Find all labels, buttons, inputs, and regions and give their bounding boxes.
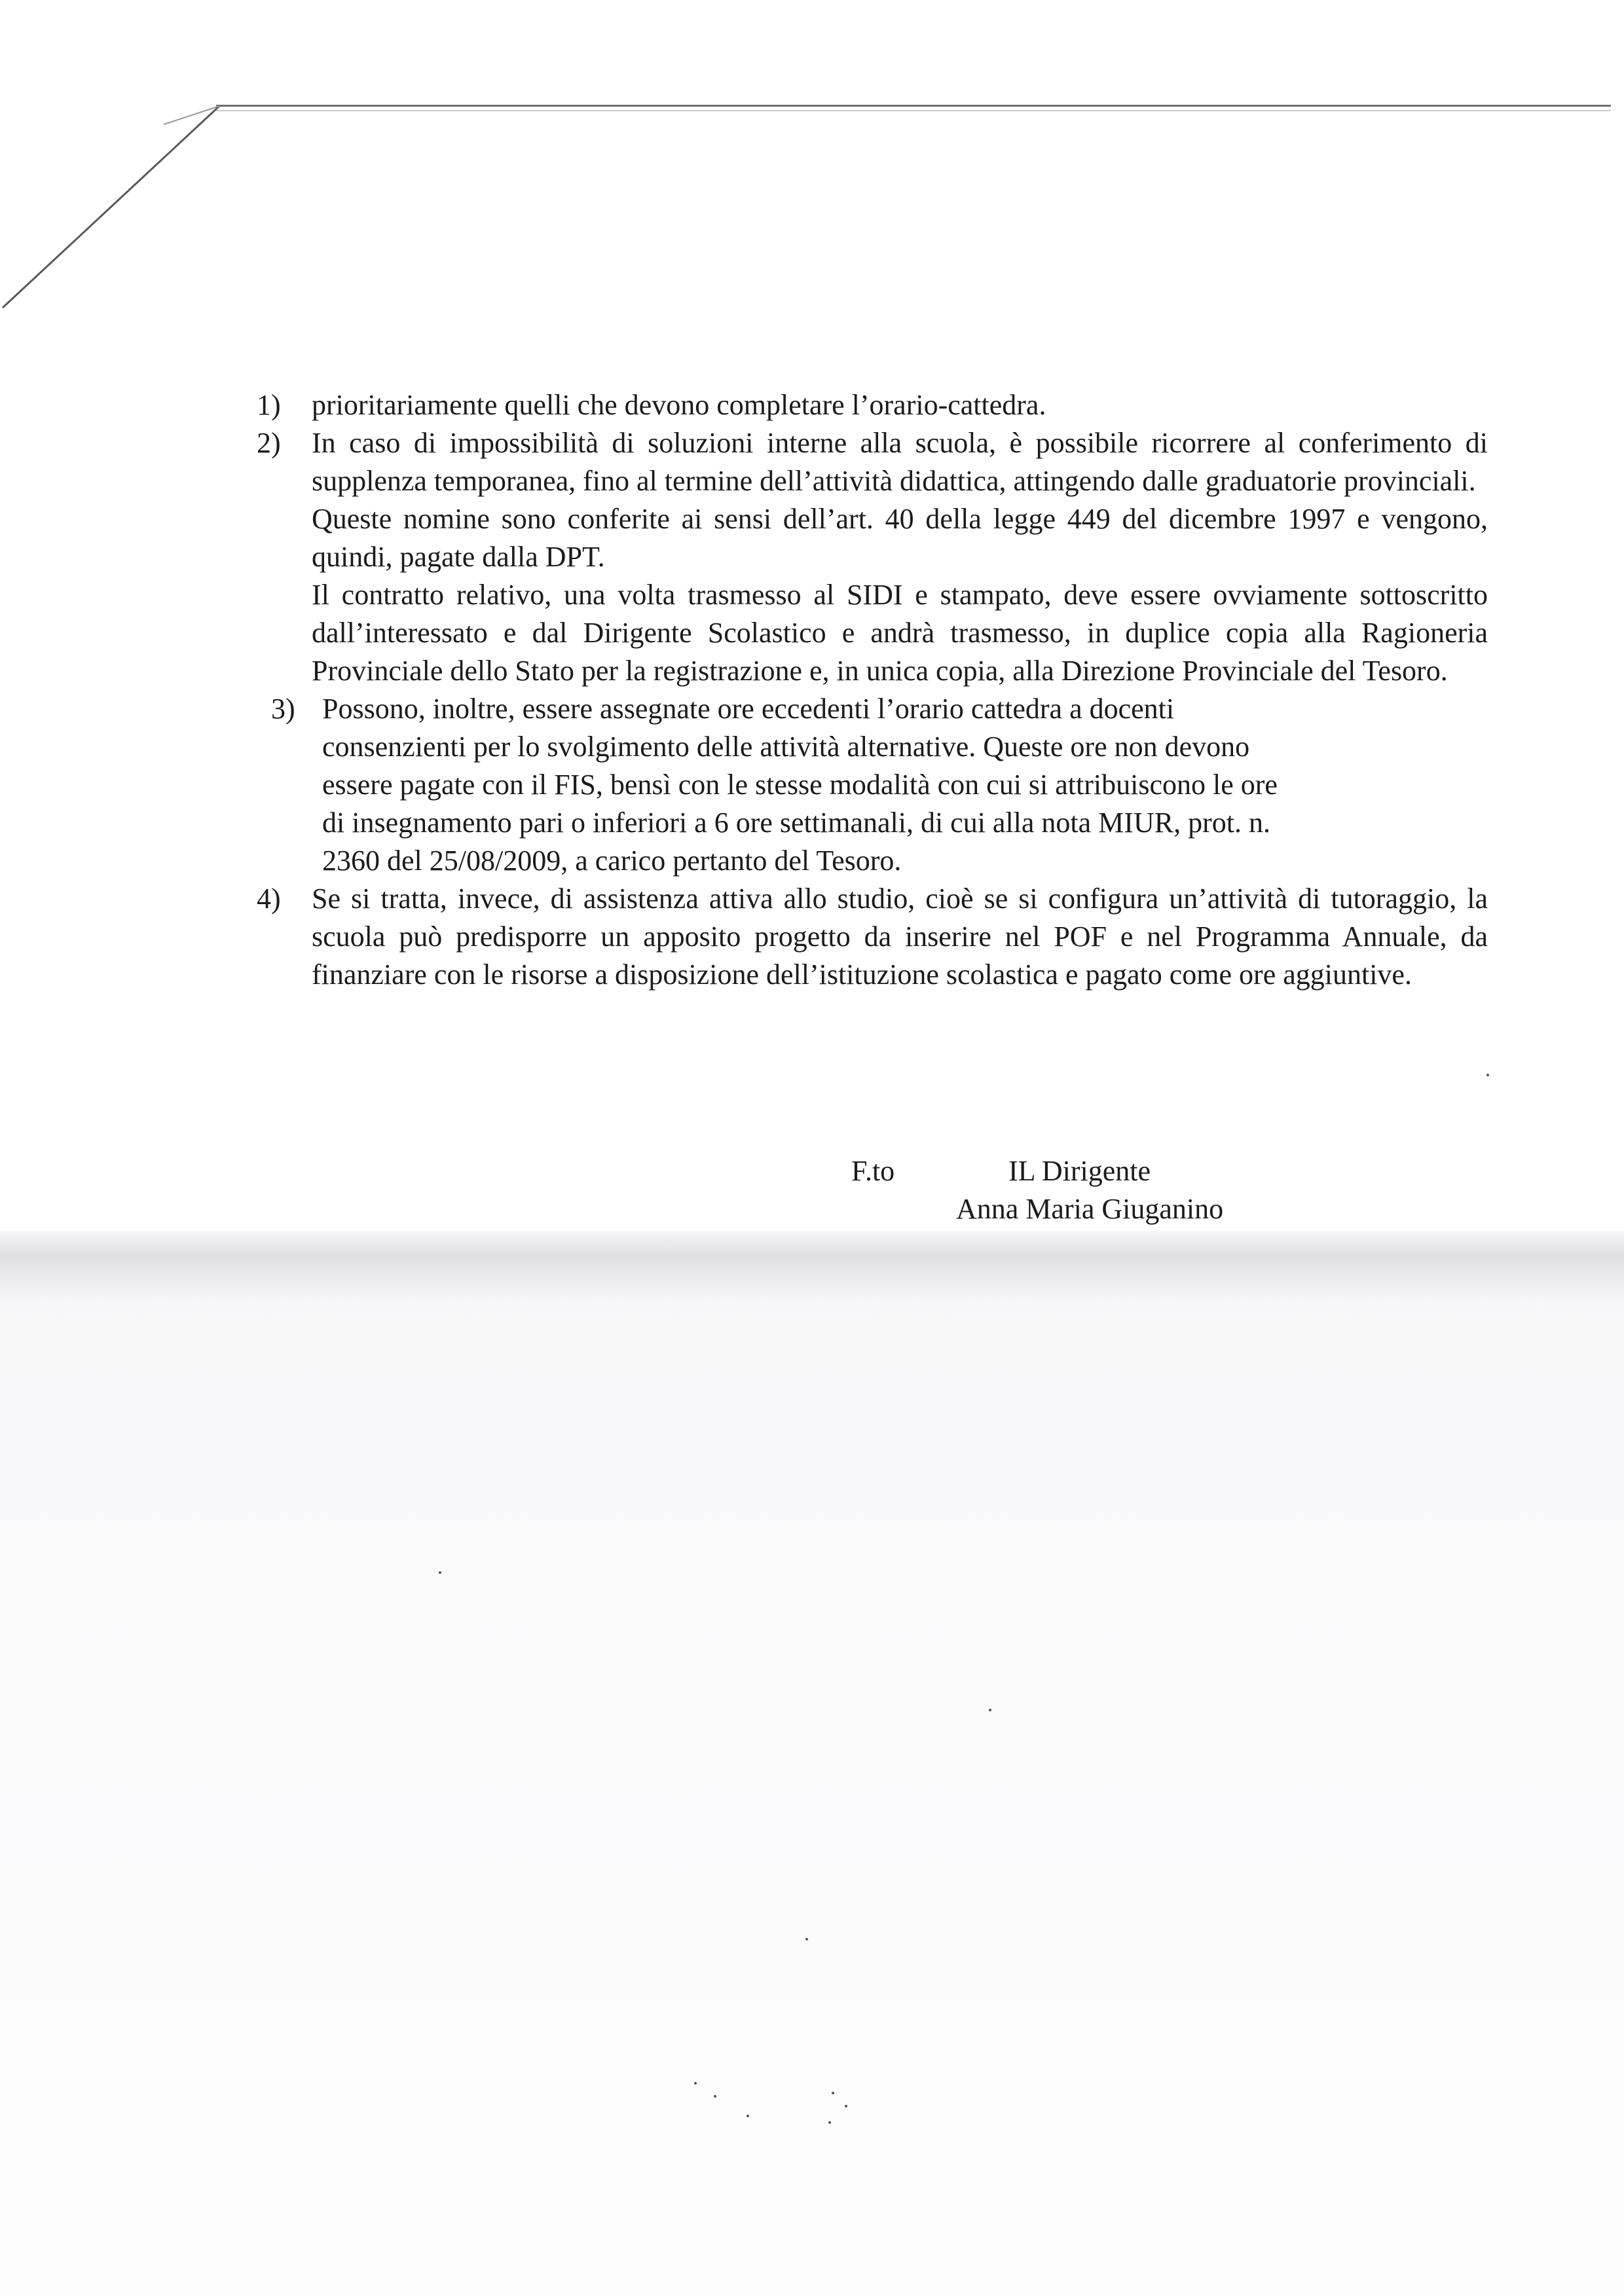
letter-body [257, 386, 1488, 994]
item-number: 3) [271, 693, 295, 725]
speck [805, 1938, 808, 1941]
speck [828, 2121, 831, 2124]
folded-corner-line [0, 98, 236, 412]
item-paragraph: Possono, inoltre, essere assegnate ore eccedenti l’orario cattedra a docenti consenzienti per lo svolgimento delle attività alternative. Queste ore non devono essere pagate con il FIS, bensì con le stesse modalità con cui si attribuiscono le ore di insegnamento pari o inferiori a 6 ore settimanali, di cui alla nota MIUR, prot. n. 2360 del 25/08/2009, a carico pertanto del Tesoro. [322, 693, 1278, 877]
signature-row [851, 1152, 1375, 1190]
speck [1486, 1074, 1489, 1076]
signature-title: IL Dirigente [1008, 1155, 1151, 1187]
item-number: 1) [257, 389, 281, 421]
item-paragraph: Queste nomine sono conferite ai sensi dell’art. 40 della legge 449 del dicembre 1997 e vengono, quindi, pagate dalla DPT. [312, 503, 1488, 573]
item-paragraph: Se si tratta, invece, di assistenza attiva allo studio, cioè se si configura un’attività di tutoraggio, la scuola può predisporre un apposito progetto da inserire nel POF e nel Programma Annuale, da finanziare con le risorse a disposizione dell’istituzione scolastica e pagato come ore aggiuntive. [312, 883, 1488, 991]
signature-name: Anna Maria Giuganino [956, 1193, 1224, 1225]
speck [845, 2105, 847, 2107]
speck [694, 2082, 697, 2085]
signature-prefix: F.to [851, 1155, 895, 1187]
item-paragraph: Il contratto relativo, una volta trasmesso al SIDI e stampato, deve essere ovviamente sottoscritto dall’interessato e dal Dirigente Scolastico e andrà trasmesso, in duplice copia alla Ragioneria Provinciale dello Stato per la registrazione e, in unica copia, alla Direzione Provinciale del Tesoro. [312, 579, 1488, 687]
page-crease [0, 1231, 1624, 1303]
item-number: 4) [257, 883, 281, 915]
speck [989, 1709, 991, 1711]
list-item [271, 690, 1304, 880]
speck [714, 2095, 716, 2098]
page-top-edge [216, 105, 1611, 107]
list-item [257, 424, 1488, 690]
list-item [257, 880, 1488, 994]
item-number: 2) [257, 427, 281, 459]
item-paragraph: prioritariamente quelli che devono completare l’orario-cattedra. [312, 389, 1046, 421]
speck [832, 2092, 834, 2094]
speck [747, 2115, 749, 2117]
page-top-edge-shadow [216, 110, 1611, 111]
item-paragraph: In caso di impossibilità di soluzioni interne alla scuola, è possibile ricorrere al conferimento di supplenza temporanea, fino al termine dell’attività didattica, attingendo dalle graduatorie provinciali. [312, 427, 1488, 497]
speck [439, 1571, 441, 1574]
list-item [257, 386, 1488, 424]
signature-block [851, 1152, 1375, 1228]
lower-page-shade [0, 1231, 1624, 2296]
